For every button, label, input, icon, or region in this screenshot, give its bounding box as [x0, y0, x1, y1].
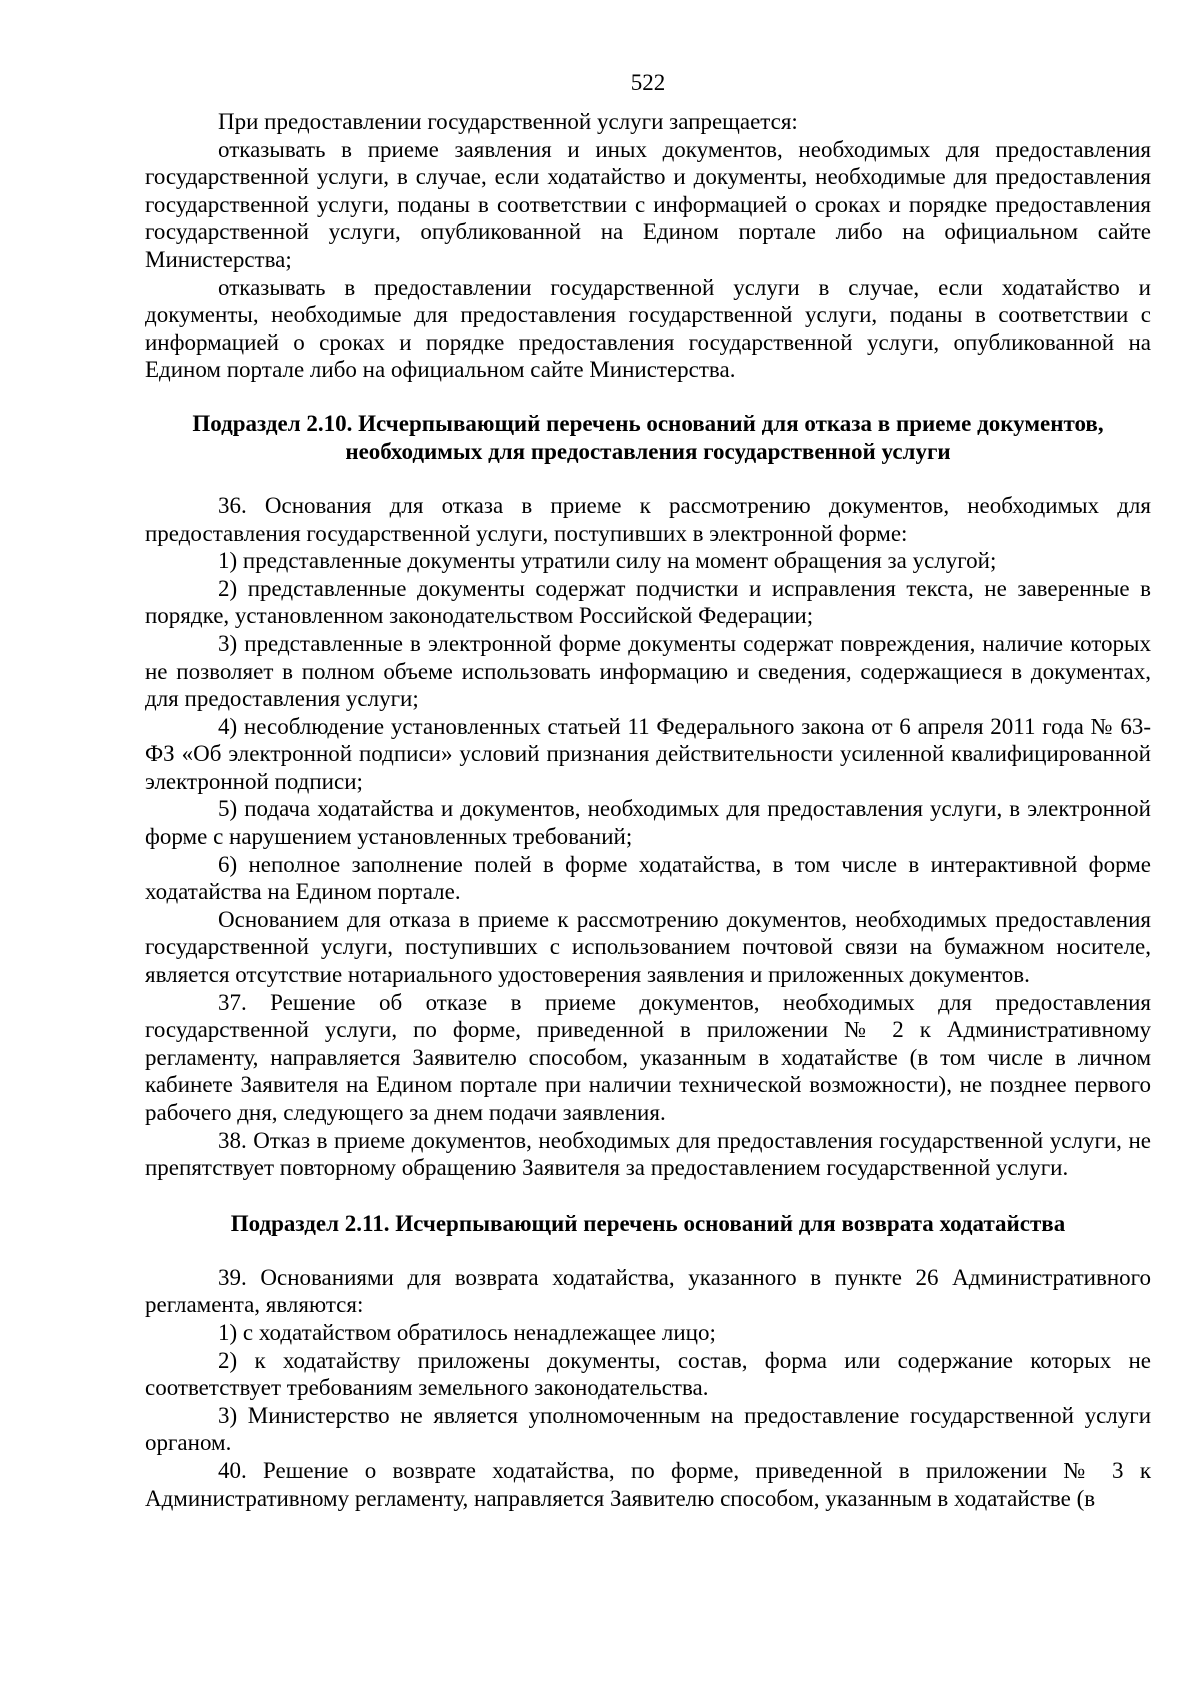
list-item: 1) с ходатайством обратилось ненадлежащее лицо; [218, 1319, 716, 1345]
paragraph: отказывать в предоставлении государственной услуги в случае, если ходатайство и документы, необходимые для предоставления государственной услуги, поданы в соответствии с информацией о сроках и порядке предоставления государственной услуги, опубликованной на Едином портале либо на официальном сайте Министерства. [145, 274, 1151, 383]
paragraph: 40. Решение о возврате ходатайства, по форме, приведенной в приложении № 3 к Административному регламенту, направляется Заявителю способом, указанным в ходатайстве (в [145, 1457, 1151, 1511]
list-item: 3) представленные в электронной форме документы содержат повреждения, наличие которых не позволяет в полном объеме использовать информацию и сведения, содержащиеся в документах, для предоставления услуги; [145, 630, 1151, 712]
list-item: 2) представленные документы содержат подчистки и исправления текста, не заверенные в порядке, установленном законодательством Российской Федерации; [145, 575, 1151, 629]
document-page [145, 68, 1151, 1512]
section-2-11-body [145, 1264, 1151, 1512]
section-2-10-heading [145, 410, 1151, 466]
list-item: 3) Министерство не является уполномоченным на предоставление государственной услуги органом. [145, 1402, 1151, 1456]
paragraph: При предоставлении государственной услуги запрещается: [218, 109, 798, 134]
section-2-10-body [145, 492, 1151, 1182]
paragraph: 37. Решение об отказе в приеме документов, необходимых для предоставления государственной услуги, по форме, приведенной в приложении № 2 к Административному регламенту, направляется Заявителю способом, указанным в ходатайстве (в том числе в личном кабинете Заявителя на Едином портале при наличии технической возможности), не позднее первого рабочего дня, следующего за днем подачи заявления. [145, 989, 1151, 1125]
section-top [145, 108, 1151, 384]
paragraph: 36. Основания для отказа в приеме к рассмотрению документов, необходимых для предоставления государственной услуги, поступивших в электронной форме: [145, 492, 1151, 546]
section-heading-line: Подраздел 2.11. Исчерпывающий перечень оснований для возврата ходатайства [230, 1210, 1066, 1236]
paragraph: Основанием для отказа в приеме к рассмотрению документов, необходимых предоставления государственной услуги, поступивших с использованием почтовой связи на бумажном носителе, является отсутствие нотариального удостоверения заявления и приложенных документов. [145, 906, 1151, 988]
paragraph: отказывать в приеме заявления и иных документов, необходимых для предоставления государственной услуги, в случае, если ходатайство и документы, необходимые для предоставления государственной услуги, поданы в соответствии с информацией о сроках и порядке предоставления государственной услуги, опубликованной на Едином портале либо на официальном сайте Министерства; [145, 136, 1151, 272]
list-item: 6) неполное заполнение полей в форме ходатайства, в том числе в интерактивной форме ходатайства на Едином портале. [145, 851, 1151, 905]
section-heading-line: Подраздел 2.10. Исчерпывающий перечень оснований для отказа в приеме документов, [192, 410, 1104, 436]
section-2-11-heading [145, 1210, 1151, 1238]
paragraph: 38. Отказ в приеме документов, необходимых для предоставления государственной услуги, не препятствует повторному обращению Заявителя за предоставлением государственной услуги. [145, 1127, 1151, 1181]
list-item: 2) к ходатайству приложены документы, состав, форма или содержание которых не соответствует требованиям земельного законодательства. [145, 1347, 1151, 1401]
section-heading-line: необходимых для предоставления государственной услуги [345, 438, 951, 464]
list-item: 1) представленные документы утратили силу на момент обращения за услугой; [218, 548, 997, 574]
list-item: 5) подача ходатайства и документов, необходимых для предоставления услуги, в электронной форме с нарушением установленных требований; [145, 796, 1151, 850]
list-item: 4) несоблюдение установленных статьей 11 Федерального закона от 6 апреля 2011 года № 63-ФЗ «Об электронной подписи» условий признания действительности усиленной квалифицированной электронной подписи; [145, 713, 1151, 794]
page-number: 522 [630, 70, 666, 95]
paragraph: 39. Основаниями для возврата ходатайства, указанного в пункте 26 Административного регламента, являются: [145, 1264, 1151, 1318]
